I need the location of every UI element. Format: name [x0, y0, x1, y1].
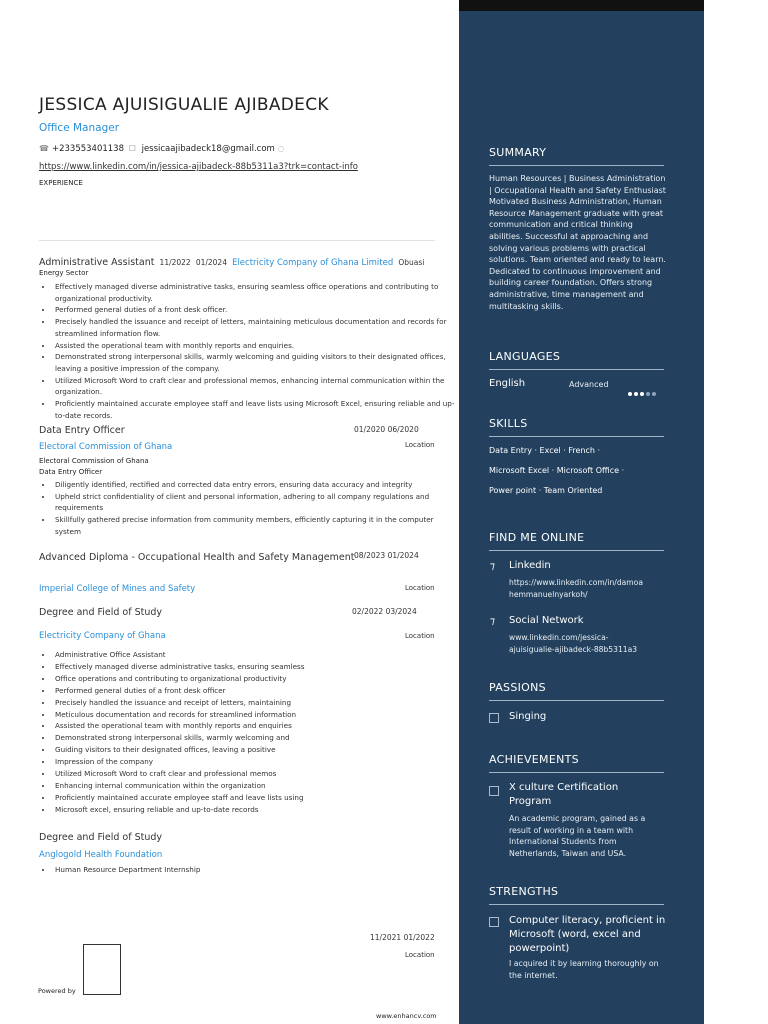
sidebar	[459, 11, 704, 1024]
bullet: • Performed general duties of a front desk officer.	[53, 304, 463, 316]
skills-row: Power point · Team Oriented	[489, 486, 603, 495]
online-url[interactable]: https://www.linkedin.com/in/damoa	[509, 578, 643, 587]
bullet: • Utilized Microsoft Word to craft clear and professional memos, enhancing internal communication within the	[53, 375, 463, 387]
education-dates	[370, 933, 435, 942]
education-school: Imperial College of Mines and Safety	[39, 584, 196, 594]
language-name: English	[489, 378, 526, 389]
section-experience-label: EXPERIENCE	[39, 179, 83, 187]
bullet: • Office operations and contributing to organizational productivity	[53, 673, 353, 685]
bullet: • Effectively managed diverse administrative tasks, ensuring seamless office operations and contributing to	[53, 281, 463, 293]
skills-row: Microsoft Excel · Microsoft Office ·	[489, 466, 625, 475]
bullet-cont: organizational productivity.	[55, 293, 153, 303]
bullet: • Performed general duties of a front desk officer	[53, 685, 353, 697]
achievement-icon	[489, 786, 499, 796]
location-icon: ◌	[277, 144, 285, 153]
experience-item	[39, 250, 424, 269]
bullet: • Effectively managed diverse administrative tasks, ensuring seamless	[53, 661, 353, 673]
contact-line	[39, 144, 288, 154]
bullet: • Utilized Microsoft Word to craft clear and professional memos	[53, 768, 353, 780]
online-name: Social Network	[509, 615, 584, 626]
divider	[489, 700, 664, 701]
passion-item: Singing	[509, 711, 547, 722]
footer-site[interactable]: www.enhancv.com	[376, 1012, 437, 1020]
strength-text: I acquired it by learning thoroughly on the internet.	[509, 959, 659, 980]
email-icon: ☐	[128, 144, 136, 153]
experience-sector: Energy Sector	[39, 269, 89, 277]
divider	[39, 240, 435, 241]
bullet: • Assisted the operational team with monthly reports and enquiries	[53, 720, 353, 732]
education-title: Degree and Field of Study	[39, 832, 163, 843]
logo-placeholder	[83, 944, 121, 995]
bullet: • Human Resource Department Internship	[53, 864, 353, 876]
experience-location: Location	[405, 441, 435, 449]
education-dates	[352, 607, 417, 616]
rating-dot-empty	[646, 392, 650, 396]
powered-by-label: Powered by	[38, 987, 76, 995]
education-dates	[354, 551, 419, 560]
bullet-cont: requirements	[55, 503, 104, 513]
bullet: • Proficiently maintained accurate employee staff and leave lists using	[53, 792, 353, 804]
skills-row: Data Entry · Excel · French ·	[489, 446, 601, 455]
experience-dates	[354, 425, 419, 434]
bullet: • Skillfully gathered precise information from community members, efficiently capturing it in the computer	[53, 514, 463, 526]
bullet: • Precisely handled the issuance and receipt of letters, maintaining meticulous documentation and records for	[53, 316, 463, 328]
education-start: 02/2022	[352, 607, 384, 616]
divider	[489, 165, 664, 166]
bullet: • Assisted the operational team with monthly reports and enquiries.	[53, 340, 463, 352]
experience-subtitle: Data Entry Officer	[39, 468, 103, 476]
online-name: Linkedin	[509, 560, 551, 571]
language-level: Advanced	[569, 380, 609, 389]
experience-location: Obuasi	[398, 258, 425, 267]
education-start: 08/2023	[354, 551, 386, 560]
bullet: • Administrative Office Assistant	[53, 649, 353, 661]
job-title: Office Manager	[39, 122, 120, 134]
sidebar-heading-summary: SUMMARY	[489, 146, 547, 159]
bullet: • Upheld strict confidentiality of client and personal information, adhering to all company regulations and	[53, 491, 463, 503]
achievement-title-cont: Program	[509, 796, 552, 807]
rating-dot-filled	[628, 392, 632, 396]
bullet-cont: to-date records.	[55, 410, 113, 420]
experience-title: Data Entry Officer	[39, 425, 125, 436]
bullet-cont: leaving a positive impression of the company.	[55, 363, 220, 373]
rating-dot-empty	[652, 392, 656, 396]
language-rating	[628, 381, 658, 400]
experience-subtitle: Electoral Commission of Ghana	[39, 457, 149, 465]
experience-start: 11/2022	[159, 258, 191, 267]
education-end: 01/2024	[387, 551, 419, 560]
rating-dot-filled	[640, 392, 644, 396]
experience-company: Electoral Commission of Ghana	[39, 442, 173, 452]
bullet: • Proficiently maintained accurate employee staff and leave lists using Microsoft Excel, ensuring reliable and up-	[53, 398, 463, 410]
bullet: • Enhancing internal communication within the organization	[53, 780, 353, 792]
education-location: Location	[405, 951, 435, 959]
education-title: Advanced Diploma - Occupational Health and Safety Management	[39, 552, 355, 563]
education-bullets	[39, 649, 353, 816]
linkedin-link[interactable]: https://www.linkedin.com/in/jessica-ajibadeck-88b5311a3?trk=contact-info	[39, 162, 358, 172]
resume-name: JESSICA AJUISIGUALIE AJIBADECK	[39, 95, 329, 115]
divider	[489, 436, 664, 437]
page-margin	[704, 0, 768, 1024]
online-url[interactable]: hemmanuelnyarkoh/	[509, 590, 588, 599]
divider	[489, 904, 664, 905]
divider	[489, 369, 664, 370]
summary-text: Human Resources | Business Administration | Occupational Health and Safety Enthusiast Motivated Business Administration, Human Resource Management graduate with great communication and critical thinking abilities. Successful at approaching and solving various problems with practical solutions. Team oriented and ready to learn. Dedicated to continuous improvement and building career foundation. Offers strong administrative, time management and multitasking skills.	[489, 174, 666, 311]
bullet: • Demonstrated strong interpersonal skills, warmly welcoming and guiding visitors to their designated offices,	[53, 351, 463, 363]
education-school: Electricity Company of Ghana	[39, 631, 166, 641]
strength-title: Computer literacy, proficient in Microsoft (word, excel and powerpoint)	[509, 915, 666, 954]
divider	[489, 550, 664, 551]
phone-icon: ☎	[39, 144, 49, 153]
experience-end: 06/2020	[387, 425, 419, 434]
strength-icon	[489, 917, 499, 927]
education-bullets	[39, 864, 353, 876]
bullet: • Diligently identified, rectified and corrected data entry errors, ensuring data accuracy and integrity	[53, 479, 463, 491]
experience-company: Electricity Company of Ghana Limited	[232, 258, 394, 268]
education-start: 11/2021	[370, 933, 402, 942]
bullet-cont: organization.	[55, 387, 102, 397]
sidebar-heading-online: FIND ME ONLINE	[489, 531, 585, 544]
email[interactable]: jessicaajibadeck18@gmail.com	[141, 144, 275, 154]
divider	[489, 772, 664, 773]
education-end: 01/2022	[403, 933, 435, 942]
sidebar-heading-languages: LANGUAGES	[489, 350, 561, 363]
bullet-cont: system	[55, 526, 81, 536]
bullet: • Demonstrated strong interpersonal skills, warmly welcoming and	[53, 732, 353, 744]
achievement-text: An academic program, gained as a result of working in a team with International Students from Netherlands, Taiwan and USA.	[509, 814, 646, 858]
online-url[interactable]: www.linkedin.com/jessica-	[509, 633, 609, 642]
link-icon: ⁊	[490, 616, 495, 627]
top-bar	[459, 0, 704, 11]
education-location: Location	[405, 632, 435, 640]
experience-bullets	[39, 281, 463, 421]
sidebar-heading-strengths: STRENGTHS	[489, 885, 559, 898]
bullet: • Microsoft excel, ensuring reliable and up-to-date records	[53, 804, 353, 816]
education-title: Degree and Field of Study	[39, 607, 163, 618]
education-end: 03/2024	[385, 607, 417, 616]
bullet-cont: streamlined information flow.	[55, 328, 161, 338]
education-school: Anglogold Health Foundation	[39, 850, 163, 860]
link-icon: ⁊	[490, 561, 495, 572]
education-location: Location	[405, 584, 435, 592]
bullet: • Guiding visitors to their designated offices, leaving a positive	[53, 744, 353, 756]
experience-title: Administrative Assistant	[39, 257, 155, 268]
phone: +233553401138	[51, 144, 124, 154]
achievement-title: X culture Certification	[509, 782, 619, 793]
bullet: • Impression of the company	[53, 756, 353, 768]
experience-start: 01/2020	[354, 425, 386, 434]
passion-icon	[489, 713, 499, 723]
rating-dot-filled	[634, 392, 638, 396]
experience-end: 01/2024	[195, 258, 227, 267]
bullet: • Meticulous documentation and records for streamlined information	[53, 709, 353, 721]
sidebar-heading-passions: PASSIONS	[489, 681, 546, 694]
bullet: • Precisely handled the issuance and receipt of letters, maintaining	[53, 697, 353, 709]
experience-bullets	[39, 479, 463, 538]
sidebar-heading-skills: SKILLS	[489, 417, 528, 430]
online-url[interactable]: ajuisigualie-ajibadeck-88b5311a3	[509, 645, 638, 654]
sidebar-heading-achievements: ACHIEVEMENTS	[489, 753, 579, 766]
